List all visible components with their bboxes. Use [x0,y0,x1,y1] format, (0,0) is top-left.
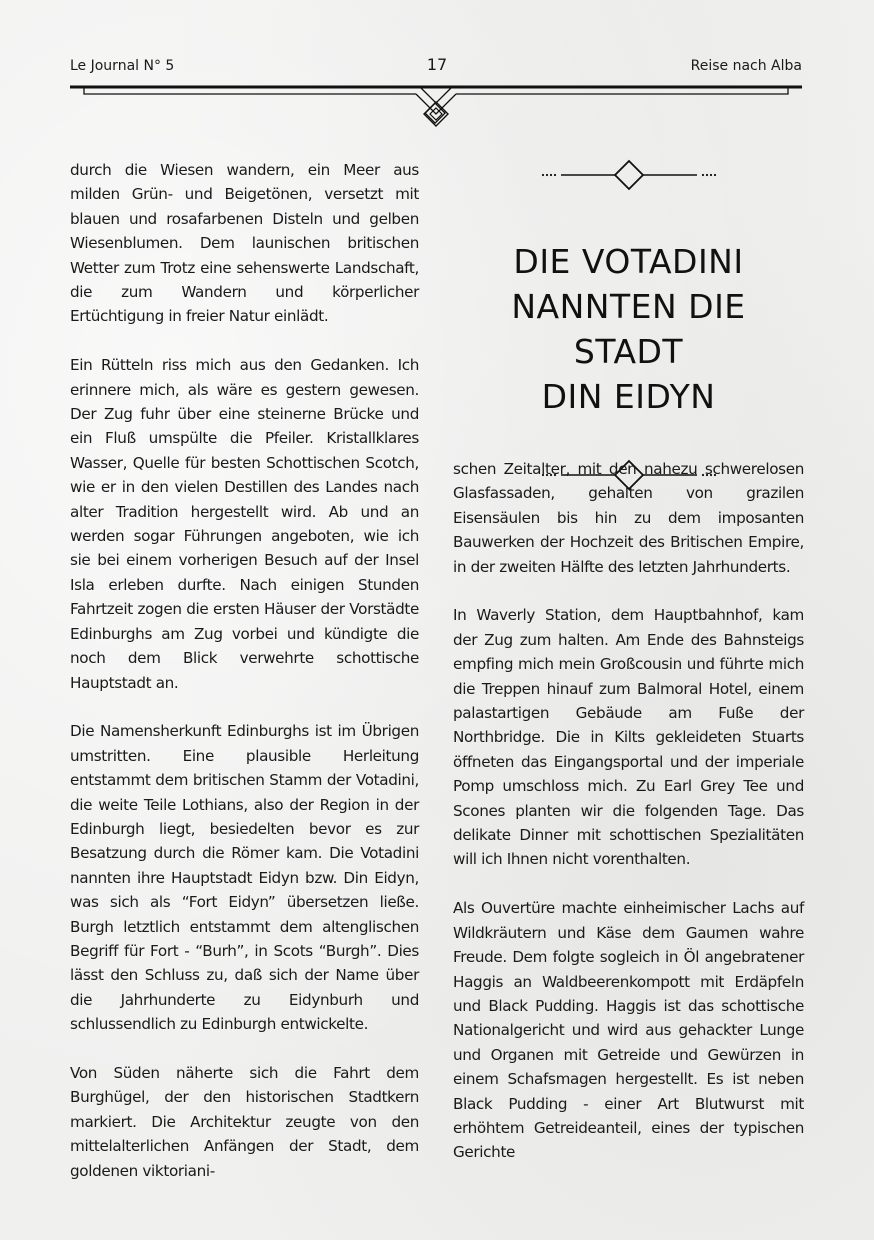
headline [453,239,804,419]
paragraph: schen Zeitalter, mit den nahezu schwerelosen Glasfassaden, gehalten von grazilen Eisensäulen bis hin zu dem imposanten Bauwerken der Hochzeit des Britischen Empire, in der zweiten Hälfte des letzten Jahrhunderts. [453,460,804,576]
left-column [70,158,419,1207]
header-section-title: Reise nach Alba [690,58,802,74]
paragraph: Von Süden näherte sich die Fahrt dem Burghügel, der den historischen Stadtkern markiert. Die Architektur zeugte von den mittelalterlichen Anfängen der Stadt, dem goldenen viktoriani- [70,1063,419,1180]
header-ornament [68,80,804,136]
header-journal-title: Le Journal N° 5 [70,58,175,74]
right-column [453,457,804,1189]
paragraph: Als Ouvertüre machte einheimischer Lachs auf Wildkräutern und Käse dem Gaumen wahre Freude. Dem folgte sogleich in Öl angebratener Haggis an Waldbeerenkompott mit Erdäpfeln und Black Pudding. Haggis ist das schottische Nationalgericht und wird aus gehackter Lunge und Organen mit Getreide und Gewürzen in einem Schafsmagen hergestellt. Es ist neben Black Pudding - einer Art Blutwurst mit erhöhtem Getreideanteil, eines der typischen Gerichte [453,899,804,1162]
paragraph: Ein Rütteln riss mich aus den Gedanken. Ich erinnere mich, als wäre es gestern gewesen. Der Zug fuhr über eine steinerne Brücke und ein Fluß umspülte die Pfeiler. Kristallklares Wasser, Quelle für besten Schottischen Scotch, wie er in den vielen Destillen des Landes nach alter Tradition hergestellt wird. Ab und an werden sogar Führungen angeboten, wie ich sie bei einem vorherigen Besuch auf der Insel Isla erleben durfte. Nach einigen Stunden Fahrtzeit zogen die ersten Häuser der Vorstädte Edinburghs am Zug vorbei und kündigte die noch dem Blick verwehrte schottische Hauptstadt an. [70,356,419,692]
headline-line-2: NANNTEN DIE STADT [511,287,746,371]
paragraph: In Waverly Station, dem Hauptbahnhof, kam der Zug zum halten. Am Ende des Bahnsteigs empfing mich mein Großcousin und führte mich die Treppen hinauf zum Balmoral Hotel, einem palastartigen Gebäude am Fuße der Northbridge. Die in Kilts gekleideten Stuarts öffneten das Eingangsportal und der imperiale Pomp umschloss mich. Zu Earl Grey Tee und Scones planten wir die folgenden Tage. Das delikate Dinner mit schottischen Spezialitäten will ich Ihnen nicht vorenthalten. [453,606,804,869]
paragraph: durch die Wiesen wandern, ein Meer aus milden Grün- und Beigetönen, versetzt mit blauen und rosafarbenen Disteln und gelben Wiesenblumen. Dem launischen britischen Wetter zum Trotz eine sehenswerte Landschaft, die zum Wandern und körperlicher Ertüchtigung in freier Natur einlädt. [70,161,419,326]
headline-line-1: DIE VOTADINI [513,242,744,281]
headline-block [453,155,804,495]
headline-line-3: DIN EIDYN [541,377,716,416]
paragraph: Die Namensherkunft Edinburghs ist im Übrigen umstritten. Eine plausible Herleitung entstammt dem britischen Stamm der Votadini, die weite Teile Lothians, also der Region in der Edinburgh liegt, besiedelten bevor es zur Besatzung durch die Römer kam. Die Votadini nannten ihre Hauptstadt Eidyn bzw. Din Eidyn, was sich als “Fort Eidyn” übersetzen ließe. Burgh letztlich entstammt dem altenglischen Begriff für Fort - “Burh”, in Scots “Burgh”. Dies lässt den Schluss zu, daß sich der Name über die Jahrhunderte zu Eidynburh und schlussendlich zu Edinburgh entwickelte. [70,722,419,1034]
page-number: 17 [426,55,448,74]
divider-top [539,155,719,191]
